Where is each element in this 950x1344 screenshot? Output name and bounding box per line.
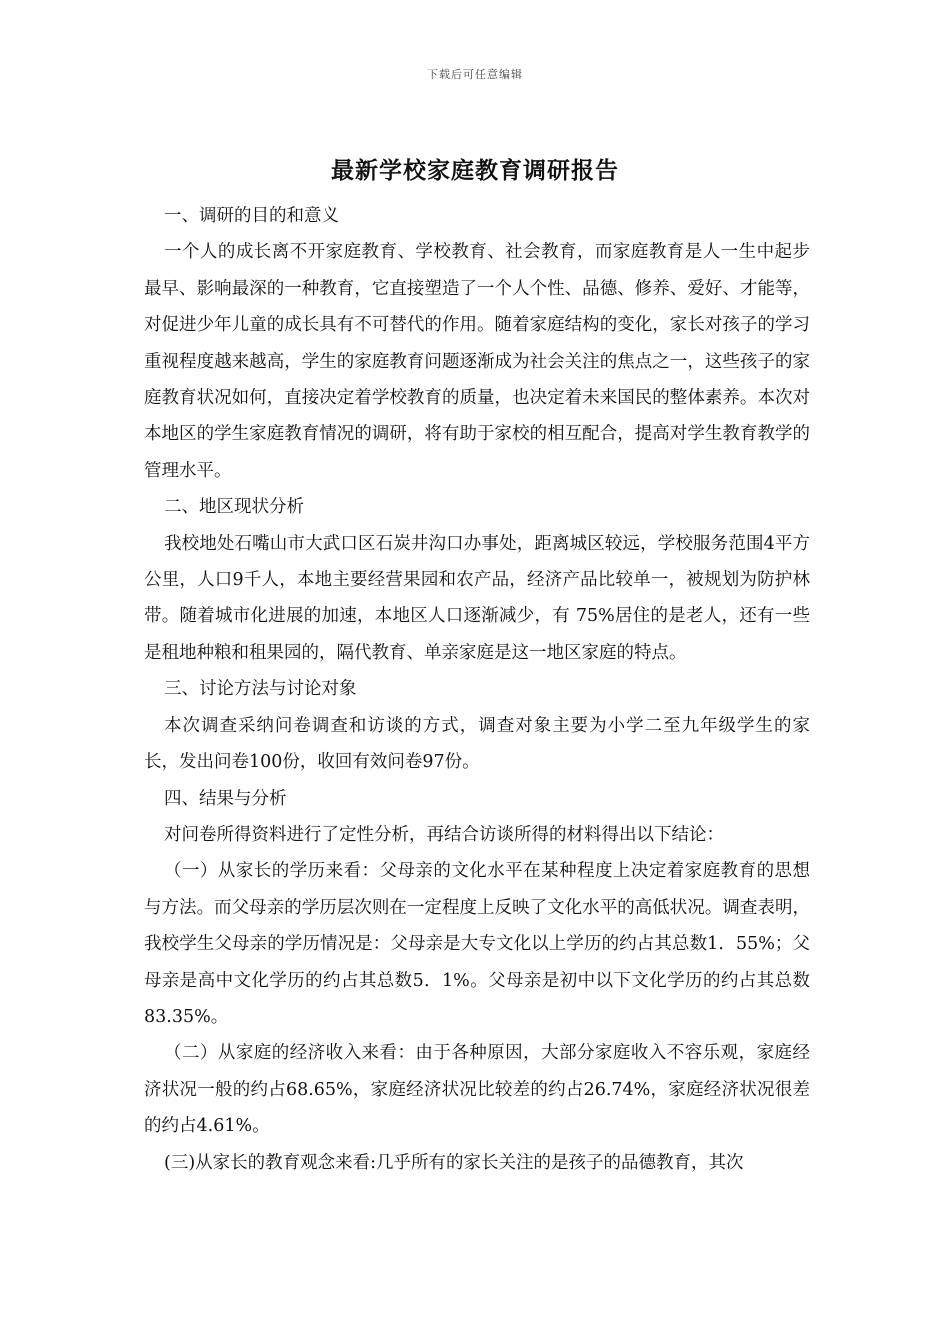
document-title: 最新学校家庭教育调研报告 <box>331 157 619 184</box>
section-heading: 三、讨论方法与讨论对象 <box>164 679 357 700</box>
section-purpose <box>144 198 810 489</box>
section-regional-status <box>144 489 810 671</box>
section-results <box>144 781 810 1181</box>
subsection-education-level: （一）从家长的学历来看：父母亲的文化水平在某种程度上决定着家庭教育的思想与方法。而父母亲的学历层次则在一定程度上反映了文化水平的高低状况。调查表明，我校学生父母亲的学历情况是：父母亲是大专文化以上学历的约占其总数1．55%；父母亲是高中文化学历的约占其总数5．1%。父母亲是初中以下文化学历的约占其总数83.35%。 <box>144 861 810 1027</box>
section-heading: 四、结果与分析 <box>164 788 287 809</box>
section-methods <box>144 671 810 780</box>
paragraph: 一个人的成长离不开家庭教育、学校教育、社会教育，而家庭教育是人一生中起步最早、影响最深的一种教育，它直接塑造了一个人个性、品德、修养、爱好、才能等，对促进少年儿童的成长具有不可替代的作用。随着家庭结构的变化，家长对孩子的学习重视程度越来越高，学生的家庭教育问题逐渐成为社会关注的焦点之一，这些孩子的家庭教育状况如何，直接决定着学校教育的质量，也决定着未来国民的整体素养。本次对本地区的学生家庭教育情况的调研，将有助于家校的相互配合，提高对学生教育教学的管理水平。 <box>144 242 810 481</box>
section-heading: 一、调研的目的和意义 <box>164 206 339 226</box>
header-note: 下载后可任意编辑 <box>427 68 523 81</box>
paragraph: 本次调查采纳问卷调查和访谈的方式，调查对象主要为小学二至九年级学生的家长，发出问卷100份，收回有效问卷97份。 <box>144 715 810 773</box>
document-body <box>144 198 810 1181</box>
subsection-education-views: (三)从家长的教育观念来看:几乎所有的家长关注的是孩子的品德教育，其次 <box>164 1152 744 1173</box>
paragraph: 我校地处石嘴山市大武口区石炭井沟口办事处，距离城区较远，学校服务范围4平方公里，人口9千人，本地主要经营果园和农产品，经济产品比较单一，被规划为防护林带。随着城市化进展的加速，本地区人口逐渐减少，有 75%居住的是老人，还有一些是租地种粮和租果园的，隔代教育、单亲家庭是这一地区家庭的特点。 <box>144 533 810 663</box>
paragraph: 对问卷所得资料进行了定性分析，再结合访谈所得的材料得出以下结论： <box>164 824 724 845</box>
section-heading: 二、地区现状分析 <box>164 497 304 518</box>
subsection-income: （二）从家庭的经济收入来看：由于各种原因，大部分家庭收入不容乐观，家庭经济状况一般的约占68.65%，家庭经济状况比较差的约占26.74%，家庭经济状况很差的约占4.61%。 <box>144 1043 810 1137</box>
